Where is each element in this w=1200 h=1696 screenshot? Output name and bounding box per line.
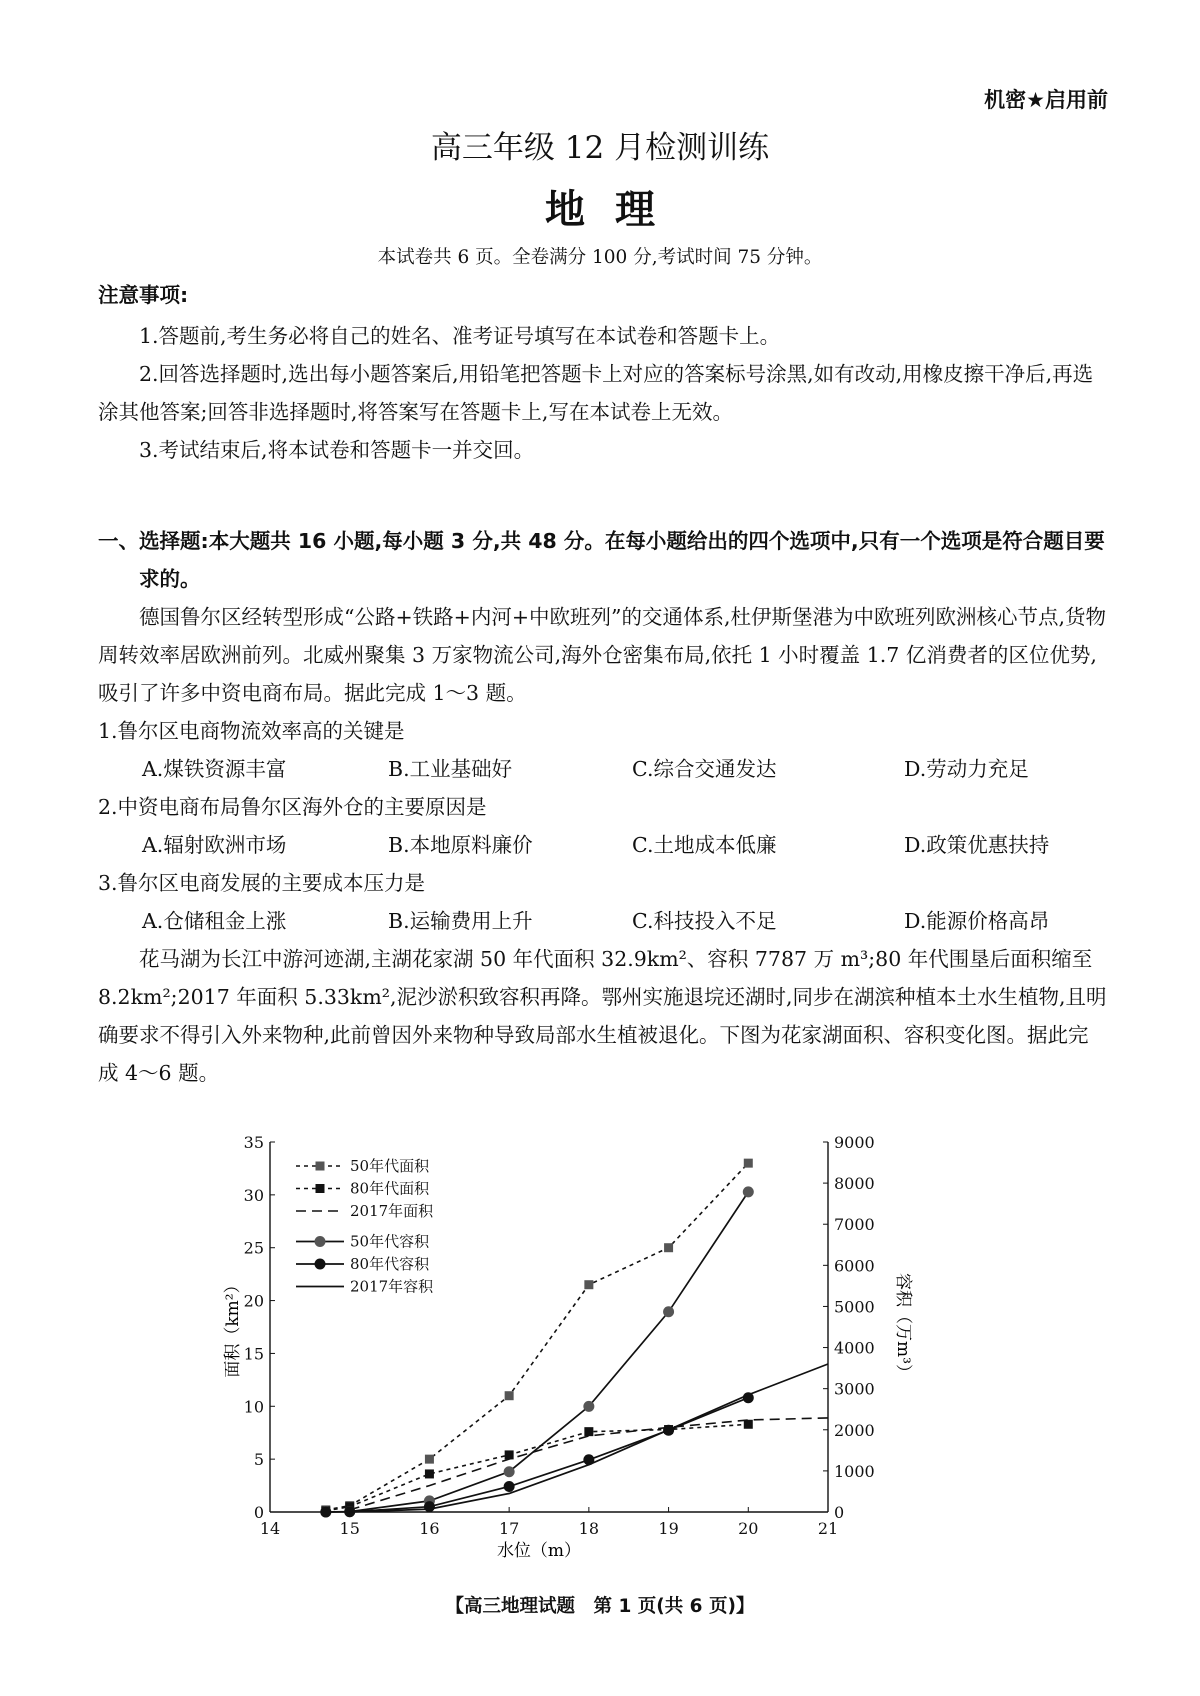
question-1-options xyxy=(142,750,1029,788)
y-right-tick-label: 3000 xyxy=(834,1379,875,1399)
x-tick-label: 20 xyxy=(738,1519,759,1538)
data-point-circle xyxy=(504,1466,515,1477)
q2-option-d[interactable]: D.政策优惠扶持 xyxy=(904,833,1050,857)
question-3-options xyxy=(142,902,1049,940)
x-tick-label: 18 xyxy=(578,1519,600,1538)
material-2: 花马湖为长江中游河迹湖,主湖花家湖 50 年代面积 32.9km²、容积 7787 万 m³;80 年代围垦后面积缩至 8.2km²;2017 年面积 5.33km²,泥沙淤积致容积再降。鄂州实施退垸还湖时,同步在湖滨种植本土水生植物,且明确要求不得引入外来物种,此前曾因外来物种导致局部水生植被退化。下图为花家湖面积、容积变化图。据此完成 4～6 题。 xyxy=(98,947,1107,1085)
y-right-tick-label: 1000 xyxy=(834,1461,875,1481)
x-tick-label: 19 xyxy=(658,1519,679,1538)
legend-label: 80年代面积 xyxy=(350,1179,430,1198)
legend-label: 2017年容积 xyxy=(350,1277,434,1296)
y-right-tick-label: 5000 xyxy=(834,1297,875,1317)
exam-title: 高三年级 12 月检测训练 xyxy=(430,130,770,166)
data-point-circle xyxy=(663,1306,674,1317)
section-heading: 一、选择题:本大题共 16 小题,每小题 3 分,共 48 分。在每小题给出的四个选项中,只有一个选项是符合题目要求的。 xyxy=(98,529,1105,591)
legend-marker-circle xyxy=(315,1259,326,1270)
y-axis-left-label: 面积（km²） xyxy=(223,1276,243,1378)
data-point-circle xyxy=(424,1501,435,1512)
legend-label: 50年代容积 xyxy=(350,1232,430,1251)
data-point-square xyxy=(505,1391,514,1400)
chart-axes xyxy=(244,1133,875,1538)
subject-title: 地理 xyxy=(545,187,685,233)
q2-option-c[interactable]: C.土地成本低廉 xyxy=(632,833,777,857)
y-left-tick-label: 5 xyxy=(253,1450,264,1470)
x-tick-label: 16 xyxy=(419,1519,440,1538)
x-axis-label: 水位（m） xyxy=(496,1541,582,1561)
question-3-stem: 3.鲁尔区电商发展的主要成本压力是 xyxy=(98,871,426,895)
y-left-tick-label: 0 xyxy=(253,1503,264,1522)
legend-marker-square xyxy=(316,1162,325,1171)
q3-option-c[interactable]: C.科技投入不足 xyxy=(632,909,777,933)
question-2-stem: 2.中资电商布局鲁尔区海外仓的主要原因是 xyxy=(98,795,487,819)
legend-marker-square xyxy=(316,1184,325,1193)
data-point-circle xyxy=(504,1481,515,1492)
legend-label: 50年代面积 xyxy=(350,1157,430,1175)
data-point-square xyxy=(505,1450,514,1459)
note-item-3: 3.考试结束后,将本试卷和答题卡一并交回。 xyxy=(139,438,535,462)
x-tick-label: 14 xyxy=(259,1519,281,1538)
legend-label: 2017年面积 xyxy=(350,1202,434,1220)
data-point-square xyxy=(744,1420,753,1429)
confidential-mark: 机密★启用前 xyxy=(984,88,1108,112)
data-point-circle xyxy=(743,1186,754,1197)
page-footer: 【高三地理试题 第 1 页(共 6 页)】 xyxy=(445,1596,755,1617)
q1-option-a[interactable]: A.煤铁资源丰富 xyxy=(142,757,287,781)
y-right-tick-label: 4000 xyxy=(834,1338,875,1358)
data-point-square xyxy=(425,1455,434,1464)
series-line-6 xyxy=(350,1364,828,1512)
y-left-tick-label: 30 xyxy=(243,1185,264,1205)
series-line-5 xyxy=(326,1398,749,1512)
y-right-tick-label: 8000 xyxy=(834,1174,875,1194)
y-right-tick-label: 6000 xyxy=(834,1256,875,1276)
q1-option-b[interactable]: B.工业基础好 xyxy=(388,757,513,781)
q2-option-a[interactable]: A.辐射欧洲市场 xyxy=(142,833,287,857)
data-point-square xyxy=(664,1243,673,1252)
legend-label: 80年代容积 xyxy=(350,1255,430,1273)
x-tick-label: 15 xyxy=(339,1519,360,1538)
data-point-square xyxy=(584,1427,593,1436)
y-right-tick-label: 2000 xyxy=(834,1420,875,1440)
lake-area-volume-chart xyxy=(223,1120,1000,1561)
x-tick-label: 21 xyxy=(817,1519,839,1538)
question-2-options xyxy=(142,826,1049,864)
q3-option-b[interactable]: B.运输费用上升 xyxy=(388,909,533,933)
data-point-square xyxy=(744,1159,753,1168)
y-left-tick-label: 20 xyxy=(243,1291,264,1311)
exam-info: 本试卷共 6 页。全卷满分 100 分,考试时间 75 分钟。 xyxy=(377,247,823,268)
q2-option-b[interactable]: B.本地原料廉价 xyxy=(388,833,533,857)
data-point-square xyxy=(425,1469,434,1478)
notes-title: 注意事项: xyxy=(98,283,189,307)
data-point-square xyxy=(584,1280,593,1289)
note-item-1: 1.答题前,考生务必将自己的姓名、准考证号填写在本试卷和答题卡上。 xyxy=(139,324,781,348)
y-left-tick-label: 15 xyxy=(243,1344,264,1364)
q3-option-a[interactable]: A.仓储租金上涨 xyxy=(142,909,287,933)
x-tick-label: 17 xyxy=(498,1519,520,1538)
material-1: 德国鲁尔区经转型形成“公路+铁路+内河+中欧班列”的交通体系,杜伊斯堡港为中欧班列欧洲核心节点,货物周转效率居欧洲前列。北威州聚集 3 万家物流公司,海外仓密集布局,依托 1 小时覆盖 1.7 亿消费者的区位优势,吸引了许多中资电商布局。据此完成 1～3 题。 xyxy=(98,605,1107,705)
y-axis-right-label: 容积（万m³） xyxy=(893,1273,913,1381)
y-left-tick-label: 10 xyxy=(243,1397,264,1417)
data-point-circle xyxy=(583,1401,594,1412)
q3-option-d[interactable]: D.能源价格高昂 xyxy=(904,909,1050,933)
chart-legend xyxy=(296,1157,434,1296)
y-right-tick-label: 9000 xyxy=(834,1133,875,1152)
y-left-tick-label: 25 xyxy=(243,1238,264,1258)
y-right-tick-label: 7000 xyxy=(834,1215,875,1235)
y-left-tick-label: 35 xyxy=(243,1133,264,1152)
note-item-2: 2.回答选择题时,选出每小题答案后,用铅笔把答题卡上对应的答案标号涂黑,如有改动,用橡皮擦干净后,再选涂其他答案;回答非选择题时,将答案写在答题卡上,写在本试卷上无效。 xyxy=(98,362,1094,424)
q1-option-d[interactable]: D.劳动力充足 xyxy=(904,757,1029,781)
q1-option-c[interactable]: C.综合交通发达 xyxy=(632,757,777,781)
question-1-stem: 1.鲁尔区电商物流效率高的关键是 xyxy=(98,719,405,743)
legend-marker-circle xyxy=(315,1236,326,1247)
y-right-tick-label: 0 xyxy=(834,1503,845,1522)
data-point-circle xyxy=(320,1507,331,1518)
